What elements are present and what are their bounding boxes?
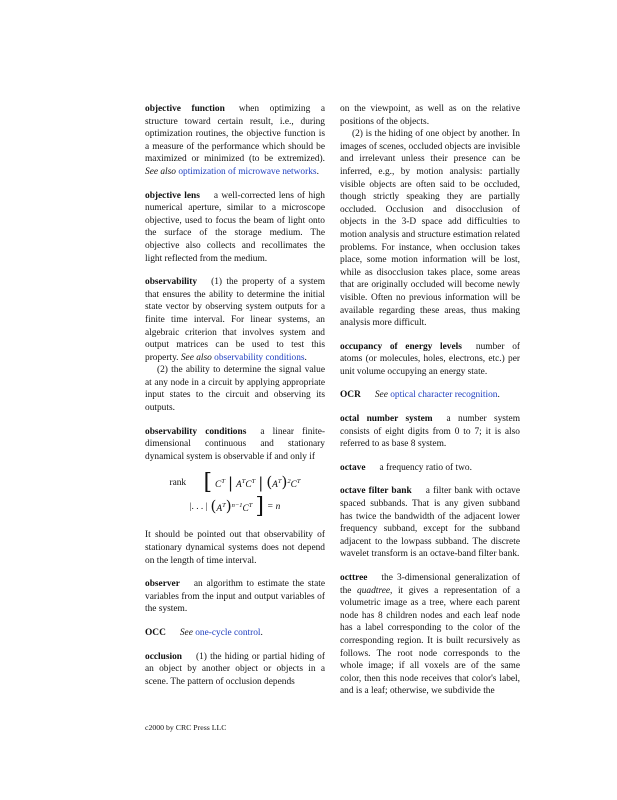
equals-n: = n: [266, 502, 281, 513]
entry-observability-conditions: [145, 426, 325, 568]
entry-octave-filter-bank: [340, 485, 520, 561]
right-bracket: ]: [255, 494, 264, 520]
entry-text: [145, 627, 325, 640]
entry-text: [340, 485, 520, 561]
entry-term: observability conditions: [145, 426, 247, 437]
entry-text: [145, 276, 325, 364]
entry-body: (1) the property of a system that ensures the ability to determine the initial state vector by observing system outputs for a finite time interval. For linear systems, an algebraic criterion that involves system and output matrices can be used to test this property.: [145, 277, 325, 363]
punctuation: .: [497, 390, 500, 401]
entry-term: objective function: [145, 104, 225, 114]
see-label: See: [374, 390, 388, 401]
entry-term: octtree: [340, 573, 368, 583]
entry-body: a number system consists of eight digits from 0 to 7; it is also referred to as base 8 system.: [340, 414, 520, 450]
entry-term: octal number system: [340, 414, 433, 425]
entry-objective-function: [145, 103, 325, 179]
entry-text: [145, 651, 325, 689]
entry-body-continued: , it gives a representation of a volumetric image as a tree, where each parent node has 8 children nodes and each leaf node has a label corresponding to the color of the corresponding region. It is built recursively as follows. The root node corresponds to the whole image; if all voxels are of the same color, then this node receives that color's label, and is a leaf; otherwise, we subdivide the: [340, 585, 521, 697]
entry-body: number of atoms (or molecules, holes, electrons, etc.) per unit volume occupying an energy state.: [340, 341, 521, 377]
entry-text: [145, 426, 325, 464]
entry-body: when optimizing a structure toward certain result, i.e., during optimization routines, the objective function is a measure of the performance which should be maximized or minimized (to be extremized).: [145, 104, 325, 165]
entry-observability: [145, 276, 325, 415]
entry-body: an algorithm to estimate the state variables from the input and output variables of the system.: [145, 579, 325, 615]
entry-occ: [145, 627, 325, 640]
entry-occupancy: [340, 341, 520, 379]
cross-reference-link[interactable]: one-cycle control: [195, 628, 261, 638]
entry-text: [340, 572, 520, 698]
entry-term: occlusion: [145, 651, 182, 662]
entry-term: occupancy of energy levels: [340, 341, 462, 352]
formula-row-2: [145, 495, 325, 519]
entry-body-2: (2) the ability to determine the signal value at any node in a circuit by applying appropriate input states to the circuit and observing its outputs.: [145, 365, 325, 414]
ellipsis: |. . . |: [189, 502, 208, 513]
punctuation: .: [260, 628, 263, 638]
see-label: See: [179, 628, 193, 638]
entry-text: [340, 341, 520, 379]
entry-ocr: [340, 389, 520, 402]
right-column: [340, 103, 520, 709]
ct-term: $C^T$: [215, 477, 225, 490]
entry-body: a filter bank with octave spaced subbands. That is any given subband has twice the bandwidth of the adjacent lower frequency subband, except for the subband adjacent to the lowpass subband. The discrete wavelet transform is an octave-band filter bank.: [340, 486, 520, 560]
left-bracket: [: [203, 470, 213, 496]
entry-body: on the viewpoint, as well as on the relative positions of the objects.: [340, 104, 520, 127]
copyright-footer: c2000 by CRC Press LLC: [145, 723, 227, 732]
entry-term: observability: [145, 277, 198, 288]
entry-term: octave: [340, 462, 366, 473]
entry-body: (1) the hiding or partial hiding of an object by another object or objects in a scene. The pattern of occlusion depends: [145, 651, 325, 687]
rank-label: rank: [169, 478, 187, 489]
bar: |: [227, 474, 233, 493]
entry-text: [145, 578, 325, 616]
left-column: [145, 103, 325, 699]
punctuation: .: [316, 166, 319, 177]
entry-body: a linear finite-dimensional continuous and stationary dynamical system is observable if and only if: [145, 426, 325, 462]
entry-body: a frequency ratio of two.: [379, 462, 472, 473]
see-also-label: See also: [180, 352, 212, 363]
at-squared-term: $(A^T)^2C^T$: [266, 472, 301, 491]
entry-octtree: [340, 572, 520, 698]
rank-formula: [145, 471, 325, 519]
entry-octal-number-system: [340, 413, 520, 451]
formula-expression-1: [203, 472, 300, 494]
entry-term: octave filter bank: [340, 486, 412, 497]
at-ct-term: $A^TC^T$: [236, 477, 256, 490]
entry-term: observer: [145, 579, 180, 590]
see-also-label: See also: [145, 166, 176, 177]
entry-text: [145, 190, 325, 266]
entry-body-2: (2) is the hiding of one object by another. In images of scenes, occluded objects are invisible and irrelevant unless their presence can be inferred, e.g., by motion analysis: partially visible objects are often said to be occluded, though strictly speaking they are partially occluded. Occlusion and disocclusion of objects in the 3-D space add difficulties to motion analysis and structure estimation related problems. For instance, when occlusion takes place, some motion information will be lost, while as disocclusion takes place, some areas that are originally occluded will become newly visible. Often no previous information will be available regarding these areas, thus making analysis more difficult.: [340, 129, 520, 329]
entry-term: OCR: [340, 390, 361, 401]
entry-text: [340, 389, 520, 402]
cross-reference-link[interactable]: observability conditions: [214, 352, 305, 363]
entry-text: [340, 413, 520, 451]
cross-reference-link[interactable]: optical character recognition: [390, 390, 498, 401]
entry-term: OCC: [145, 628, 166, 638]
formula-expression-2: [190, 496, 281, 518]
entry-body: a well-corrected lens of high numerical aperture, similar to a microscope objective, used to focus the beam of light onto the surface of the storage medium. The objective also collects and recollimates the light reflected from the medium.: [145, 190, 325, 264]
entry-occlusion: [145, 651, 325, 689]
formula-row-1: [145, 471, 325, 495]
punctuation: .: [304, 352, 307, 363]
entry-octave: [340, 462, 520, 475]
entry-term: objective lens: [145, 190, 200, 201]
entry-text: [145, 103, 325, 179]
entry-body-2: It should be pointed out that observability of stationary dynamical systems does not depend on the length of time interval.: [145, 530, 325, 566]
entry-observer: [145, 578, 325, 616]
entry-body: the 3-dimensional generalization of the: [340, 573, 520, 596]
cross-reference-link[interactable]: optimization of microwave networks: [178, 166, 317, 177]
at-power-term: $(A^T)^{n-1}C^T$: [210, 496, 253, 515]
quadtree-term: quadtree: [357, 585, 391, 596]
entry-occlusion-continued: [340, 103, 520, 330]
entry-text: [340, 462, 520, 475]
bar: |: [258, 474, 264, 493]
entry-objective-lens: [145, 190, 325, 266]
